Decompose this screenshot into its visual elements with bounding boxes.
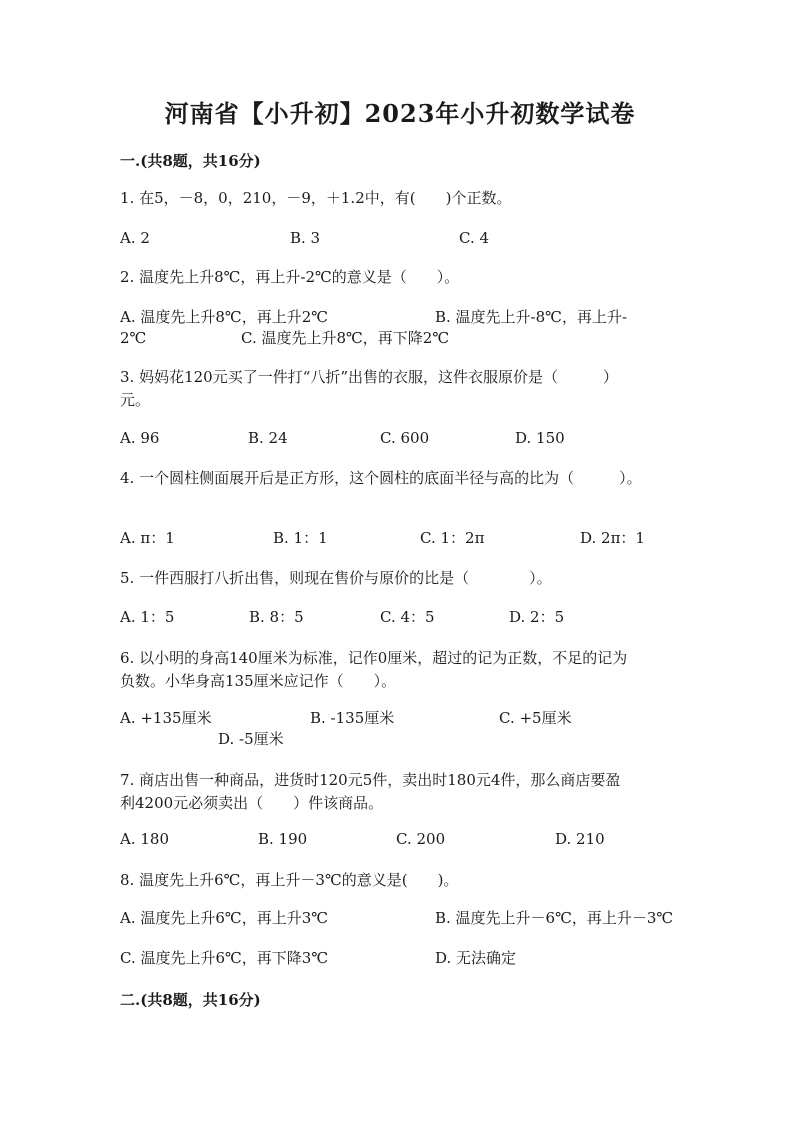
question-4: 4. 一个圆柱侧面展开后是正方形，这个圆柱的底面半径与高的比为（ ）。 — [120, 469, 642, 487]
q5-option-d: D. 2：5 — [509, 608, 565, 626]
question-6-line-2: 负数。小华身高135厘米应记作（ ）。 — [120, 672, 397, 690]
q8-option-a: A. 温度先上升6℃，再上升3℃ — [120, 909, 329, 927]
q4-option-a: A. π：1 — [120, 529, 175, 547]
q6-option-b: B. -135厘米 — [310, 709, 395, 727]
q5-option-c: C. 4：5 — [380, 608, 435, 626]
q3-option-d: D. 150 — [515, 429, 565, 447]
q3-option-c: C. 600 — [380, 429, 430, 447]
q6-option-d: D. -5厘米 — [218, 730, 284, 748]
q8-option-b: B. 温度先上升－6℃，再上升－3℃ — [435, 909, 674, 927]
q3-option-a: A. 96 — [120, 429, 160, 447]
q8-option-c: C. 温度先上升6℃，再下降3℃ — [120, 949, 329, 967]
question-8: 8. 温度先上升6℃，再上升－3℃的意义是( )。 — [120, 871, 459, 889]
section-header-1: 一.(共8题，共16分) — [120, 152, 261, 170]
q7-option-a: A. 180 — [120, 830, 169, 848]
q5-option-a: A. 1：5 — [120, 608, 175, 626]
question-3-line-2: 元。 — [120, 391, 151, 409]
question-2: 2. 温度先上升8℃，再上升-2℃的意义是（ ）。 — [120, 268, 460, 286]
question-7-line-1: 7. 商店出售一种商品，进货时120元5件，卖出时180元4件，那么商店要盈 — [120, 771, 621, 789]
q2-option-b: B. 温度先上升-8℃，再上升- — [435, 308, 628, 326]
question-1: 1. 在5，－8，0，210，－9，＋1.2中，有( )个正数。 — [120, 189, 512, 207]
q4-option-b: B. 1：1 — [273, 529, 328, 547]
question-5: 5. 一件西服打八折出售，则现在售价与原价的比是（ ）。 — [120, 569, 552, 587]
q3-option-b: B. 24 — [248, 429, 288, 447]
q1-option-c: C. 4 — [459, 229, 490, 247]
q1-option-a: A. 2 — [120, 229, 150, 247]
question-6-line-1: 6. 以小明的身高140厘米为标准，记作0厘米，超过的记为正数，不足的记为 — [120, 649, 628, 667]
q8-option-d: D. 无法确定 — [435, 949, 517, 967]
q2-option-a: A. 温度先上升8℃，再上升2℃ — [120, 308, 329, 326]
question-7-line-2: 利4200元必须卖出（ ）件该商品。 — [120, 794, 384, 812]
q2-option-c: C. 温度先上升8℃，再下降2℃ — [241, 329, 450, 347]
q6-option-a: A. +135厘米 — [120, 709, 212, 727]
q7-option-d: D. 210 — [555, 830, 605, 848]
q2-option-b-continued: 2℃ — [120, 329, 147, 347]
q7-option-b: B. 190 — [258, 830, 308, 848]
q4-option-c: C. 1：2π — [420, 529, 485, 547]
page-title: 河南省【小升初】2023年小升初数学试卷 — [164, 99, 636, 128]
q4-option-d: D. 2π：1 — [580, 529, 645, 547]
section-header-2: 二.(共8题，共16分) — [120, 991, 261, 1009]
question-3-line-1: 3. 妈妈花120元买了一件打“八折”出售的衣服，这件衣服原价是（ ） — [120, 368, 619, 386]
q1-option-b: B. 3 — [290, 229, 321, 247]
q7-option-c: C. 200 — [396, 830, 446, 848]
q6-option-c: C. +5厘米 — [499, 709, 572, 727]
q5-option-b: B. 8：5 — [249, 608, 304, 626]
